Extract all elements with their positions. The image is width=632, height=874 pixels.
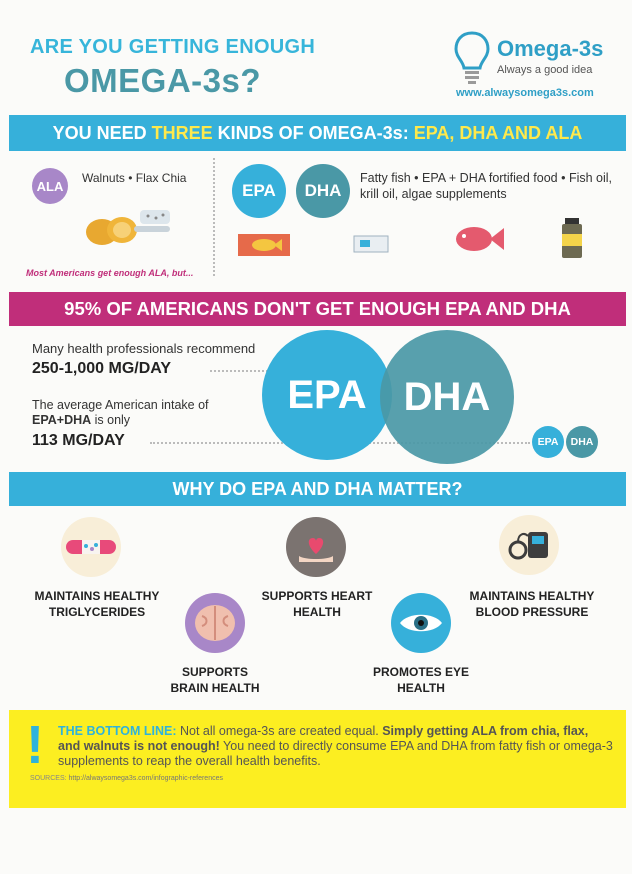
benefit-blood-pressure-line2: BLOOD PRESSURE: [475, 605, 589, 619]
kinds-banner: [9, 115, 626, 151]
logo-tagline: Always a good idea: [497, 64, 593, 76]
fortified-carton-icon: [352, 232, 392, 254]
average-text: [32, 398, 232, 428]
title-line-2: OMEGA-3s?: [64, 62, 262, 99]
bottom-line-label: THE BOTTOM LINE:: [58, 724, 177, 738]
epa-recommended-circle: EPA: [262, 330, 392, 460]
heart-in-hands-icon: [285, 516, 347, 578]
benefit-triglycerides-line2: TRIGLYCERIDES: [48, 605, 146, 619]
benefit-triglycerides-line1: MAINTAINS HEALTHY: [34, 589, 160, 603]
epa-actual-circle: EPA: [532, 426, 564, 458]
sources-label: SOURCES:: [30, 775, 67, 782]
logo-url[interactable]: www.alwaysomega3s.com: [456, 87, 594, 99]
epa-dha-sources: Fatty fish • EPA + DHA fortified food • Fish oil, krill oil, algae supplements: [360, 171, 613, 201]
supplement-bottle-icon: [560, 216, 584, 260]
title-line-1: ARE YOU GETTING ENOUGH: [30, 36, 316, 58]
benefit-eye-line2: HEALTH: [397, 681, 445, 695]
kinds-banner-highlight: THREE: [151, 122, 213, 143]
benefit-brain-line1: SUPPORTS: [181, 665, 248, 679]
recommend-text: Many health professionals recommend: [32, 341, 256, 356]
benefit-eye: [346, 664, 496, 696]
kinds-banner-part2: KINDS OF OMEGA-3s:: [212, 122, 414, 143]
benefit-brain-line2: BRAIN HEALTH: [170, 681, 260, 695]
sources-line: [30, 775, 223, 782]
dha-recommended-circle: DHA: [380, 330, 514, 464]
bottom-line-text1: Not all omega-3s are created equal.: [176, 724, 383, 738]
fish-icon: [452, 222, 506, 256]
recommend-value: 250-1,000 MG/DAY: [32, 360, 172, 377]
dha-actual-circle: DHA: [566, 426, 598, 458]
average-text-part1: The average American intake of: [32, 398, 209, 412]
benefit-heart-line1: SUPPORTS HEART: [261, 589, 373, 603]
ala-badge: ALA: [32, 168, 68, 204]
blood-pressure-icon: [498, 514, 560, 576]
section-divider: [213, 158, 215, 276]
exclamation-icon: !: [26, 715, 44, 775]
dha-badge: DHA: [296, 164, 350, 218]
lightbulb-icon: [452, 30, 492, 86]
average-text-bold: EPA+DHA: [32, 413, 92, 427]
benefit-heart-line2: HEALTH: [293, 605, 341, 619]
brain-icon: [184, 592, 246, 654]
epa-badge: EPA: [232, 164, 286, 218]
benefit-blood-pressure-line1: MAINTAINS HEALTHY: [469, 589, 595, 603]
sources-url[interactable]: http://alwaysomega3s.com/infographic-references: [68, 775, 223, 782]
bottom-line-text2: You need to directly consume EPA and DHA from fatty fish or omega-3 supplements to reap the overall health benefits.: [58, 739, 613, 768]
capsule-icon: [60, 516, 122, 578]
benefit-eye-line1: PROMOTES EYE: [372, 665, 470, 679]
eye-icon: [390, 592, 452, 654]
benefit-triglycerides: [22, 588, 172, 620]
benefit-brain: [140, 664, 290, 696]
ala-sources: Walnuts • Flax Chia: [82, 171, 187, 185]
bottom-line-emphasis: Simply getting ALA from chia, flax, and walnuts is not enough!: [58, 724, 589, 753]
matter-banner: WHY DO EPA AND DHA MATTER?: [9, 472, 626, 506]
chia-spoon-icon: [130, 206, 180, 242]
kinds-banner-part3: EPA, DHA AND ALA: [413, 122, 583, 143]
average-text-part2: is only: [91, 413, 131, 427]
canned-fish-icon: [236, 232, 292, 258]
benefit-heart: [242, 588, 392, 620]
benefit-blood-pressure: [452, 588, 612, 620]
logo-name: Omega-3s: [497, 36, 604, 61]
kinds-banner-part1: YOU NEED: [52, 122, 152, 143]
ala-note: Most Americans get enough ALA, but...: [26, 268, 194, 278]
average-value: 113 MG/DAY: [32, 432, 125, 449]
intake-banner: 95% OF AMERICANS DON'T GET ENOUGH EPA AND DHA: [9, 292, 626, 326]
bottom-line-text: [58, 724, 613, 769]
